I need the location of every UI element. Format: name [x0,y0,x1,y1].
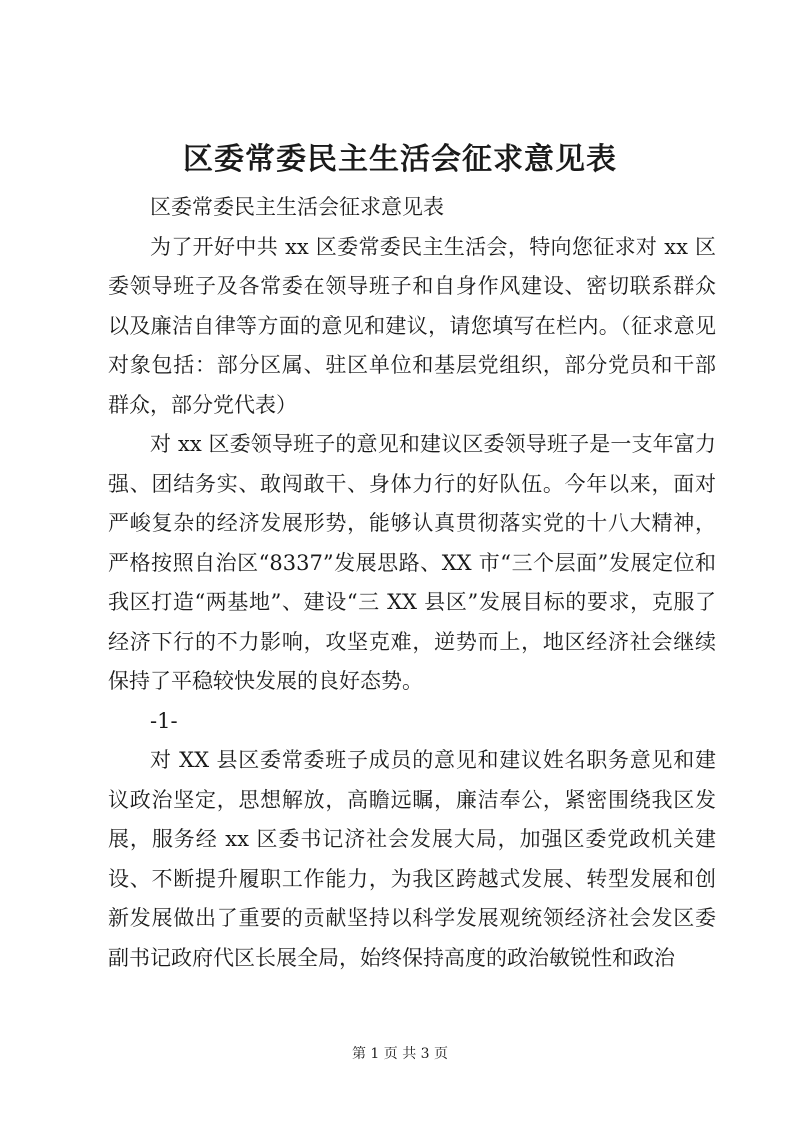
paragraph-member-opinion: 对 XX 县区委常委班子成员的意见和建议姓名职务意见和建议政治坚定，思想解放，高瞻远瞩，廉洁奉公，紧密围绕我区发展，服务经 xx 区委书记济社会发展大局，加强区委党政机关建设、不断提升履职工作能力，为我区跨越式发展、转型发展和创新发展做出了重要的贡献坚持以科学发展观统领经济社会发区委副书记政府代区长展全局，始终保持高度的政治敏锐性和政治 [108,748,716,970]
document-title: 区委常委民主生活会征求意见表 [183,142,617,177]
document-body [108,188,716,978]
paragraph-leadership-opinion: 对 xx 区委领导班子的意见和建议区委领导班子是一支年富力强、团结务实、敢闯敢干、身体力行的好队伍。今年以来，面对严峻复杂的经济发展形势，能够认真贯彻落实党的十八大精神，严格按照自治区“8337”发展思路、XX 市“三个层面”发展定位和我区打造“两基地”、建设“三 XX 县区”发展目标的要求，克服了经济下行的不力影响，攻坚克难，逆势而上，地区经济社会继续保持了平稳较快发展的良好态势。 [108,432,716,693]
page-footer: 第 1 页 共 3 页 [351,1046,449,1062]
paragraph-subtitle: 区委常委民主生活会征求意见表 [150,195,444,219]
paragraph-page-marker: -1- [150,708,178,733]
paragraph-intro: 为了开好中共 xx 区委常委民主生活会，特向您征求对 xx 区委领导班子及各常委在领导班子和自身作风建设、密切联系群众以及廉洁自律等方面的意见和建议，请您填写在栏内。（征求意见对象包括：部分区属、驻区单位和基层党组织，部分党员和干部群众，部分党代表） [108,234,716,417]
